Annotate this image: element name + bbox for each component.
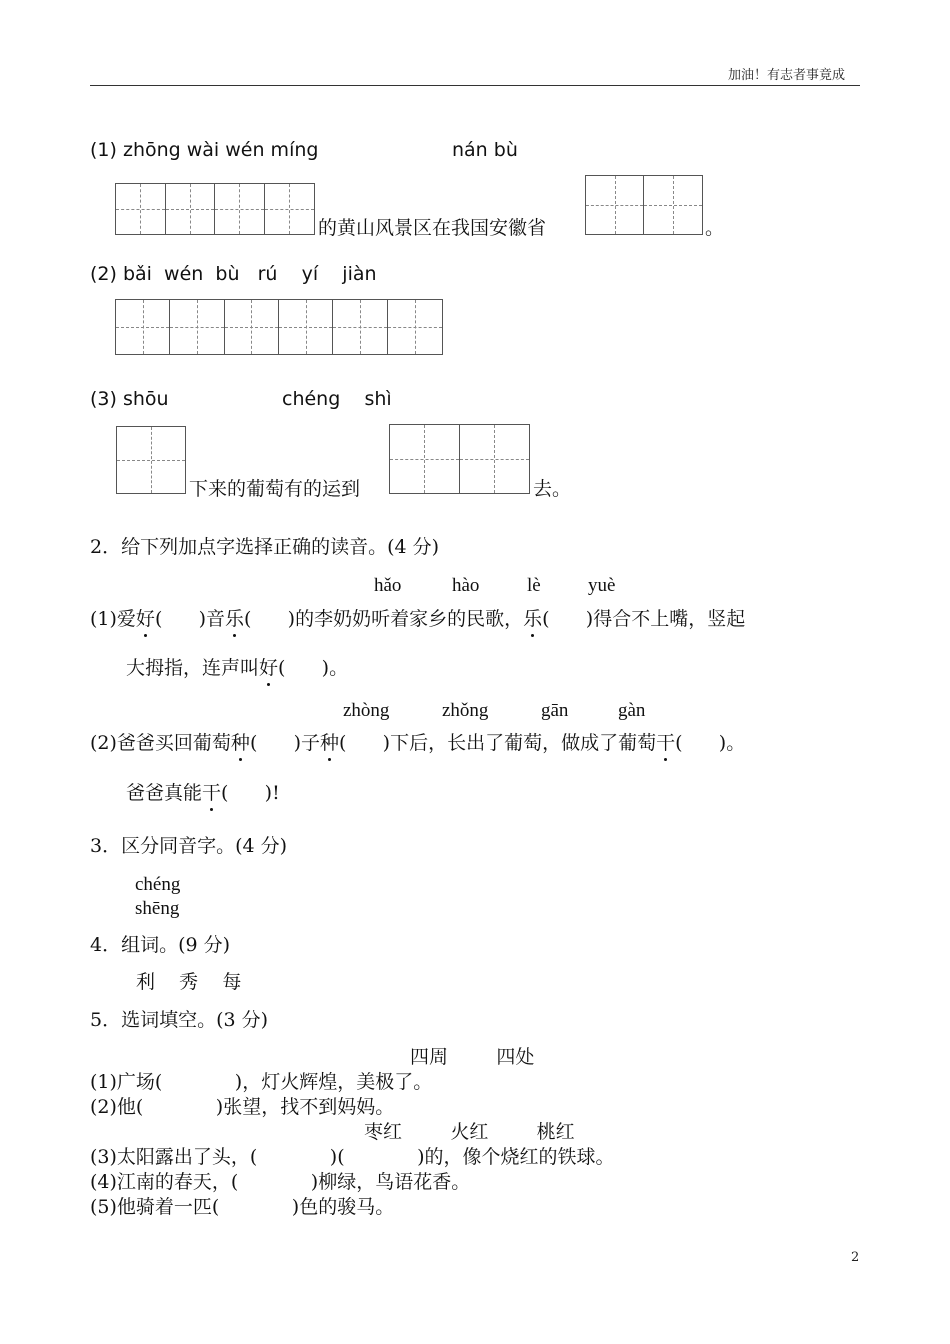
q1-p3-pinyin-a: shōu xyxy=(122,388,169,410)
dotted-char: 乐 xyxy=(225,608,245,630)
page-number: 2 xyxy=(851,1250,860,1265)
q3-title: 3．区分同音字。(4 分) xyxy=(90,835,288,857)
grid-cell[interactable] xyxy=(279,300,333,354)
q5-options-2: 枣红 火红 桃红 xyxy=(364,1121,575,1143)
grid-cell[interactable] xyxy=(586,176,644,234)
dotted-char: 种 xyxy=(320,732,340,754)
answer-blank[interactable]: ( )。 xyxy=(278,657,349,679)
q5-line-2[interactable]: (2)他( )张望，找不到妈妈。 xyxy=(90,1096,395,1118)
dotted-char: 好 xyxy=(259,657,279,679)
q1-p3-line: (3) shōu xyxy=(90,388,169,410)
q5-line-4[interactable]: (4)江南的春天，( )柳绿，鸟语花香。 xyxy=(90,1171,471,1193)
header-rule xyxy=(90,85,860,86)
grid-cell[interactable] xyxy=(390,425,460,493)
q5-line-1[interactable]: (1)广场( )，灯火辉煌，美极了。 xyxy=(90,1071,433,1093)
dotted-char: 干 xyxy=(202,782,222,804)
q2-s1-line1: (1)爱好( )音乐( )的李奶奶听着家乡的民歌，乐( )得合不上嘴，竖起 xyxy=(90,608,746,630)
grid-cell[interactable] xyxy=(644,176,702,234)
q2-s1-option-4: yuè xyxy=(588,575,616,596)
grid-cell[interactable] xyxy=(215,184,265,234)
dotted-char: 干 xyxy=(656,732,676,754)
q3-pinyin-1: chéng xyxy=(135,874,181,895)
q1-p1-text-mid: 的黄山风景区在我国安徽省 xyxy=(318,217,547,239)
grid-cell[interactable] xyxy=(333,300,387,354)
grid-cell[interactable] xyxy=(117,427,185,493)
dotted-char: 好 xyxy=(135,608,155,630)
answer-blank[interactable]: ( )下后，长出了葡萄，做成了葡萄 xyxy=(339,732,657,754)
grid-cell[interactable] xyxy=(170,300,224,354)
q2-s1-option-2: hào xyxy=(452,575,480,596)
grid-cell[interactable] xyxy=(388,300,442,354)
answer-grid-nanbu[interactable] xyxy=(585,175,703,235)
q1-p1-pinyin-a: zhōng wài wén míng xyxy=(122,139,319,161)
dotted-char: 乐 xyxy=(523,608,543,630)
q2-title: 2．给下列加点字选择正确的读音。(4 分) xyxy=(90,536,440,558)
q1-p3-text-end: 去。 xyxy=(533,478,572,500)
q2-s2-option-3: gān xyxy=(541,700,569,721)
q2-s2-line1: (2)爸爸买回葡萄种( )子种( )下后，长出了葡萄，做成了葡萄干( )。 xyxy=(90,732,746,754)
q2-s2-line2: 爸爸真能干( )! xyxy=(126,782,280,804)
answer-grid-baiwenburuyijian[interactable] xyxy=(115,299,443,355)
grid-cell[interactable] xyxy=(225,300,279,354)
q1-p2-pinyin: bǎi wén bù rú yí jiàn xyxy=(122,263,377,285)
answer-blank[interactable]: ( )音 xyxy=(154,608,226,630)
q5-title: 5．选词填空。(3 分) xyxy=(90,1009,269,1031)
q2-s2-option-1: zhòng xyxy=(343,700,390,721)
grid-cell[interactable] xyxy=(265,184,315,234)
q2-s1-line2: 大拇指，连声叫好( )。 xyxy=(126,657,349,679)
dotted-char: 种 xyxy=(230,732,250,754)
grid-cell[interactable] xyxy=(460,425,530,493)
q1-p2-line: (2) bǎi wén bù rú yí jiàn xyxy=(90,263,377,285)
grid-cell[interactable] xyxy=(116,184,166,234)
q5-line-3[interactable]: (3)太阳露出了头，( )( )的，像个烧红的铁球。 xyxy=(90,1146,615,1168)
answer-grid-chengshi[interactable] xyxy=(389,424,530,494)
answer-blank[interactable]: ( )。 xyxy=(675,732,746,754)
answer-blank[interactable]: ( )的李奶奶听着家乡的民歌， xyxy=(244,608,524,630)
answer-blank[interactable]: ( )得合不上嘴，竖起 xyxy=(542,608,746,630)
q4-title: 4．组词。(9 分) xyxy=(90,934,231,956)
q1-p3-text-mid: 下来的葡萄有的运到 xyxy=(189,478,361,500)
answer-blank[interactable]: ( )! xyxy=(221,782,280,804)
q1-p3-pinyin-b: chéng shì xyxy=(282,388,392,410)
q1-p1-text-end: 。 xyxy=(705,217,725,239)
q5-options-1: 四周 四处 xyxy=(410,1046,535,1068)
q3-pinyin-2: shēng xyxy=(135,898,180,919)
answer-blank[interactable]: ( )子 xyxy=(249,732,321,754)
q5-line-5[interactable]: (5)他骑着一匹( )色的骏马。 xyxy=(90,1196,395,1218)
q2-s2-option-2: zhǒng xyxy=(442,700,489,721)
q1-p1-label: (1) zhōng wài wén míng xyxy=(90,139,319,161)
q4-chars: 利 秀 每 xyxy=(136,971,242,993)
answer-grid-shou[interactable] xyxy=(116,426,186,494)
q1-p1-pinyin-b: nán bù xyxy=(452,139,518,161)
answer-grid-zhongwaiwenming[interactable] xyxy=(115,183,315,235)
q2-s1-option-1: hǎo xyxy=(374,575,402,596)
grid-cell[interactable] xyxy=(116,300,170,354)
q2-s2-option-4: gàn xyxy=(618,700,646,721)
grid-cell[interactable] xyxy=(166,184,216,234)
header-motto: 加油！有志者事竟成 xyxy=(728,68,846,83)
q2-s1-option-3: lè xyxy=(527,575,541,596)
